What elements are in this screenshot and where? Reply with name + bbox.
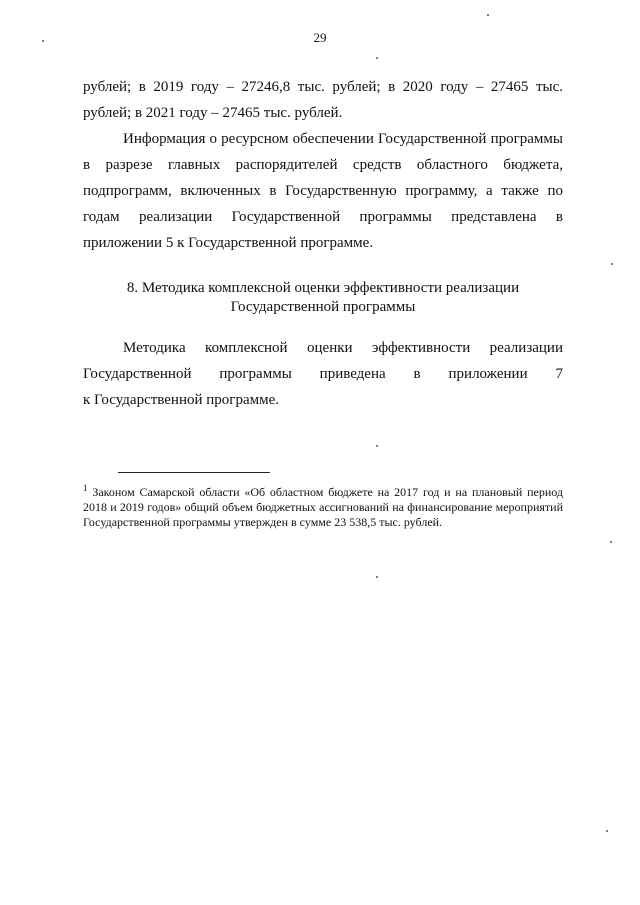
paragraph-line: к Государственной программе. xyxy=(83,392,279,408)
paragraph-line: Государственной программы приведена в приложении 7 xyxy=(83,366,563,382)
footnote-separator xyxy=(118,472,270,473)
section-heading-line: Государственной программы xyxy=(230,299,416,315)
paragraph-line: рублей; в 2021 году – 27465 тыс. рублей. xyxy=(83,105,343,121)
section-heading-line: 8. Методика комплексной оценки эффективности реализации xyxy=(126,280,520,296)
paragraph-line: Информация о ресурсном обеспечении Государственной программы xyxy=(123,131,563,147)
footnote-marker: 1 xyxy=(83,483,88,493)
paragraph-line: в разрезе главных распорядителей средств областного бюджета, xyxy=(83,157,563,173)
footnote xyxy=(83,481,563,530)
scan-speck xyxy=(610,541,612,543)
paragraph-line: Методика комплексной оценки эффективности реализации xyxy=(123,340,563,356)
paragraph-line: подпрограмм, включенных в Государственную программу, а также по xyxy=(83,183,563,199)
paragraph-line: годам реализации Государственной программы представлена в xyxy=(83,209,563,225)
scan-speck xyxy=(376,57,378,59)
scan-speck xyxy=(487,14,489,16)
paragraph-line: рублей; в 2019 году – 27246,8 тыс. рублей; в 2020 году – 27465 тыс. xyxy=(83,79,563,95)
footnote-text: Законом Самарской области «Об областном бюджете на 2017 год и на плановый период 2018 и 2019 годов» общий объем бюджетных ассигнований на финансирование мероприятий Государственной программы утвержден в сумме 23 538,5 тыс. рублей. xyxy=(83,485,563,529)
scan-speck xyxy=(376,576,378,578)
paragraph-line: приложении 5 к Государственной программе. xyxy=(83,235,374,251)
scan-speck xyxy=(42,40,44,42)
scan-speck xyxy=(611,263,613,265)
scan-speck xyxy=(376,445,378,447)
scan-speck xyxy=(606,830,608,832)
section-heading xyxy=(83,279,563,317)
page-number: 29 xyxy=(313,30,327,45)
